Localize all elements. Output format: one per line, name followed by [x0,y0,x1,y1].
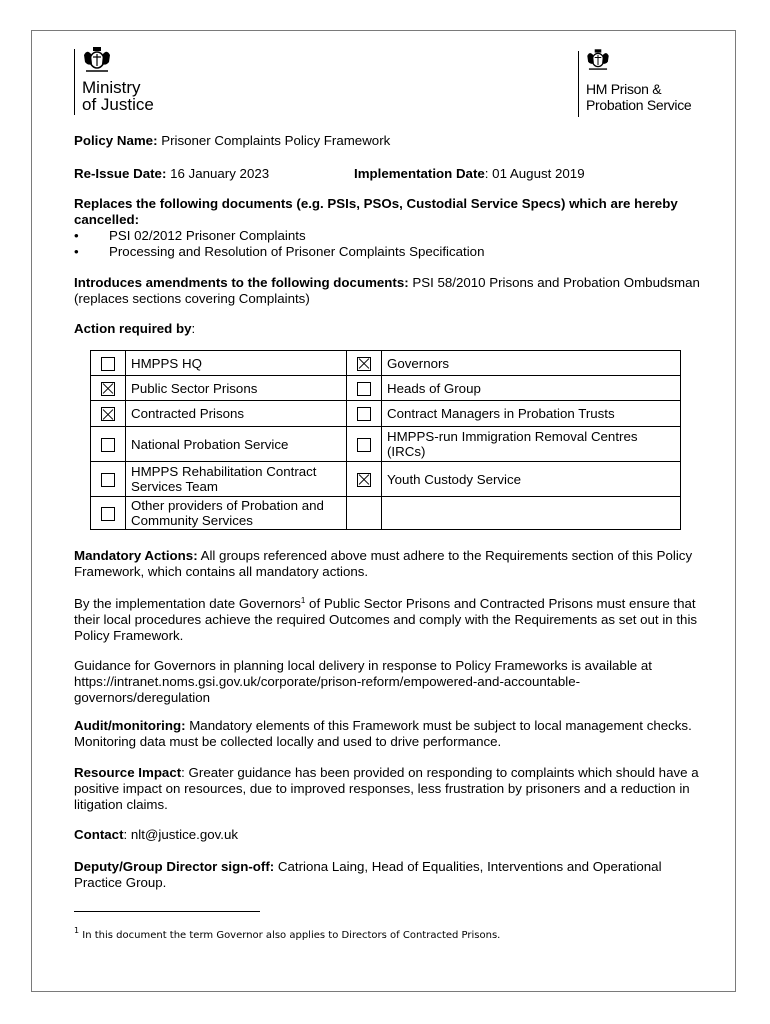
table-row [91,351,681,376]
checkbox-youth-custody[interactable] [357,473,371,487]
mandatory-actions: Mandatory Actions: All groups referenced above must adhere to the Requirements section of this Policy Framework, which contains all mandatory actions. [74,548,693,579]
director-signoff: Deputy/Group Director sign-off: Catriona Laing, Head of Equalities, Interventions and Operational Practice Group. [74,859,662,890]
document-page [31,30,736,992]
checkbox-national-probation-service[interactable] [101,438,115,452]
implementation-paragraph: By the implementation date Governors$^1$ of Public Sector Prisons and Contracted Prisons must ensure that their local procedures achieve the required Outcomes and comply with the Requirements as set out in this Policy Framework. [74,596,698,643]
table-cell: Governors [382,351,681,376]
checkbox-contract-managers[interactable] [357,407,371,421]
table-cell: HMPPS HQ [126,351,347,376]
table-row [91,401,681,427]
royal-crest-icon [80,45,114,75]
table-cell-empty [347,497,382,530]
logo-line-hm-prison: HM Prison & [586,81,662,97]
checkbox-hmpps-hq[interactable] [101,357,115,371]
footnote-reference[interactable]: 1 [300,596,306,605]
footnote-divider [74,911,260,912]
checkbox-governors[interactable] [357,357,371,371]
checkbox-other-providers[interactable] [101,507,115,521]
table-cell: Heads of Group [382,376,681,401]
table-cell: HMPPS Rehabilitation Contract Services Team [126,462,347,497]
replaces-list [74,228,704,260]
checkbox-contracted-prisons[interactable] [101,407,115,421]
action-required-heading: Action required by: [74,321,196,336]
table-row [91,462,681,497]
table-row [91,427,681,462]
table-cell-empty [382,497,681,530]
logo-line-ministry: Ministry [82,78,141,97]
action-table [90,350,681,530]
table-row [91,376,681,401]
implementation-date: Implementation Date: 01 August 2019 [354,166,585,181]
table-cell: Other providers of Probation and Community Services [126,497,347,530]
checkbox-rehabilitation-contract[interactable] [101,473,115,487]
footnote: $^1$ In this document the term Governor also applies to Directors of Contracted Prisons. [74,926,501,941]
amendments: Introduces amendments to the following documents: PSI 58/2010 Prisons and Probation Ombudsman (replaces sections covering Complaints) [74,275,700,306]
table-cell: HMPPS-run Immigration Removal Centres (IRCs) [382,427,681,462]
contact: Contact: nlt@justice.gov.uk [74,827,239,842]
resource-impact: Resource Impact: Greater guidance has been provided on responding to complaints which should have a positive impact on resources, due to improved responses, less frustration by prisoners and a reduction in litigation claims. [74,765,699,812]
checkbox-ircs[interactable] [357,438,371,452]
list-item: • PSI 02/2012 Prisoner Complaints [74,228,704,244]
table-cell: Public Sector Prisons [126,376,347,401]
table-cell: Contract Managers in Probation Trusts [382,401,681,427]
policy-name: Policy Name: Prisoner Complaints Policy Framework [74,133,391,148]
checkbox-heads-of-group[interactable] [357,382,371,396]
logo-line-of-justice: of Justice [82,95,154,114]
guidance-paragraph: Guidance for Governors in planning local delivery in response to Policy Frameworks is available at https://intranet.noms.gsi.gov.uk/corporate/prison-reform/empowered-and-accountable-governors/deregulation [74,658,652,705]
audit-monitoring: Audit/monitoring: Mandatory elements of this Framework must be subject to local management checks. Monitoring data must be collected locally and used to drive performance. [74,718,692,749]
list-item: • Processing and Resolution of Prisoner Complaints Specification [74,244,704,260]
reissue-date: Re-Issue Date: 16 January 2023 [74,166,270,181]
replaces-section [74,196,704,260]
logo-line-probation-service: Probation Service [586,97,692,113]
table-cell: National Probation Service [126,427,347,462]
table-cell: Contracted Prisons [126,401,347,427]
royal-crest-icon [584,47,612,73]
replaces-heading: Replaces the following documents (e.g. PSIs, PSOs, Custodial Service Specs) which are hereby cancelled: [74,196,678,227]
checkbox-public-sector-prisons[interactable] [101,382,115,396]
table-cell: Youth Custody Service [382,462,681,497]
table-row [91,497,681,530]
